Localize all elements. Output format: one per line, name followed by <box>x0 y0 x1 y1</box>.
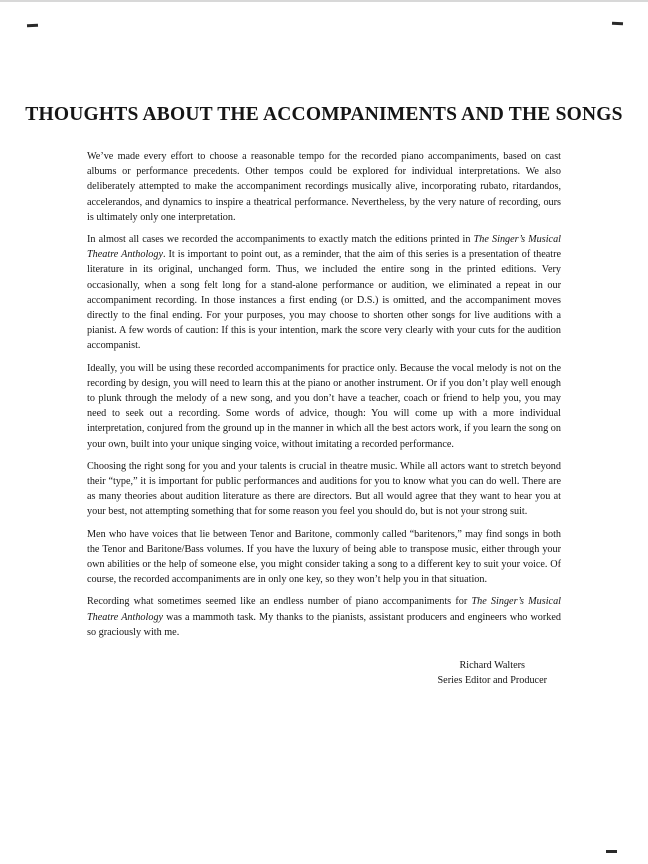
paragraph <box>87 149 561 225</box>
text-run: Men who have voices that lie between Tenor and Baritone, commonly called “baritenors,” may find songs in both the Tenor and Baritone/Bass volumes. If you have the luxury of being able to transpose music, either through your own abilities or the help of someone else, you might consider taking a song to a different key to suit your voice. Of course, the recorded accompaniments are in only one key, so they won’t help you in that situation. <box>87 528 561 586</box>
crop-mark-top-left <box>27 24 38 28</box>
text-run: Ideally, you will be using these recorded accompaniments for practice only. Because the vocal melody is not on the recording by design, you will need to learn this at the piano or another instrument. Or if you don’t play well enough to plunk through the melody of a new song, and you don’t have a teacher, coach or friend to help you, you may need to seek out a recording. Some words of advice, though: You will come up with a more individual interpretation, conjured from the ground up in the manner in which all the best actors work, if you learn the song on your own, built into your unique singing voice, without imitating a recorded performance. <box>87 362 561 450</box>
signature-role: Series Editor and Producer <box>437 675 547 687</box>
paragraph <box>87 232 561 354</box>
crop-mark-top-right <box>612 22 623 26</box>
signature-name: Richard Walters <box>459 660 525 672</box>
italic-text-run: The Singer’s Musical Theatre Anthology <box>87 596 561 623</box>
signature-block <box>438 658 548 688</box>
text-run: In almost all cases we recorded the accompaniments to exactly match the editions printed in <box>87 234 474 246</box>
italic-text-run: The Singer’s Musical Theatre Anthology <box>87 234 561 261</box>
scan-artifact-topline <box>0 0 648 2</box>
body-column <box>87 149 561 689</box>
paragraph-list <box>87 149 561 640</box>
text-run: was a mammoth task. My thanks to the pianists, assistant producers and engineers who worked so graciously with me. <box>87 611 561 638</box>
text-run: Recording what sometimes seemed like an endless number of piano accompaniments for <box>87 596 472 608</box>
page-title: THOUGHTS ABOUT THE ACCOMPANIMENTS AND THE SONGS <box>25 104 623 125</box>
paragraph <box>87 361 561 452</box>
paragraph <box>87 459 561 520</box>
text-run: Choosing the right song for you and your talents is crucial in theatre music. While all actors want to stretch beyond their “type,” it is important for public performances and auditions for you to know what you can do well. There are as many theories about audition literature as there are directors. But all would agree that they want to hear you at your best, not attempting something that for some reason you feel you should do, but is not your strong suit. <box>87 460 561 518</box>
crop-mark-bottom-right <box>606 850 617 853</box>
text-run: We’ve made every effort to choose a reasonable tempo for the recorded piano accompaniments, based on cast albums or performance precedents. Other tempos could be explored for individual interpretations. We also deliberately attempted to make the accompaniment recordings musically alive, incorporating rubato, ritardandos, accelerandos, and dynamics to inspire a theatrical performance. Nevertheless, by the very nature of recording, ours is ultimately only one interpretation. <box>87 151 561 223</box>
paragraph <box>87 527 561 588</box>
paragraph <box>87 594 561 640</box>
text-run: . It is important to point out, as a reminder, that the aim of this series is a presentation of theatre literature in its original, unchanged form. Thus, we included the entire song in the printed editions. Very occasionally, when a song felt long for a stand-alone performance or audition, we eliminated a repeat in our accompaniment recording. In those instances a first ending (or D.S.) is omitted, and the accompaniment moves directly to the final ending. For your purposes, you may choose to shorten other songs for live auditions with a pianist. A few words of caution: If this is your intention, mark the score very clearly with your cuts for the audition accompanist. <box>87 249 561 352</box>
